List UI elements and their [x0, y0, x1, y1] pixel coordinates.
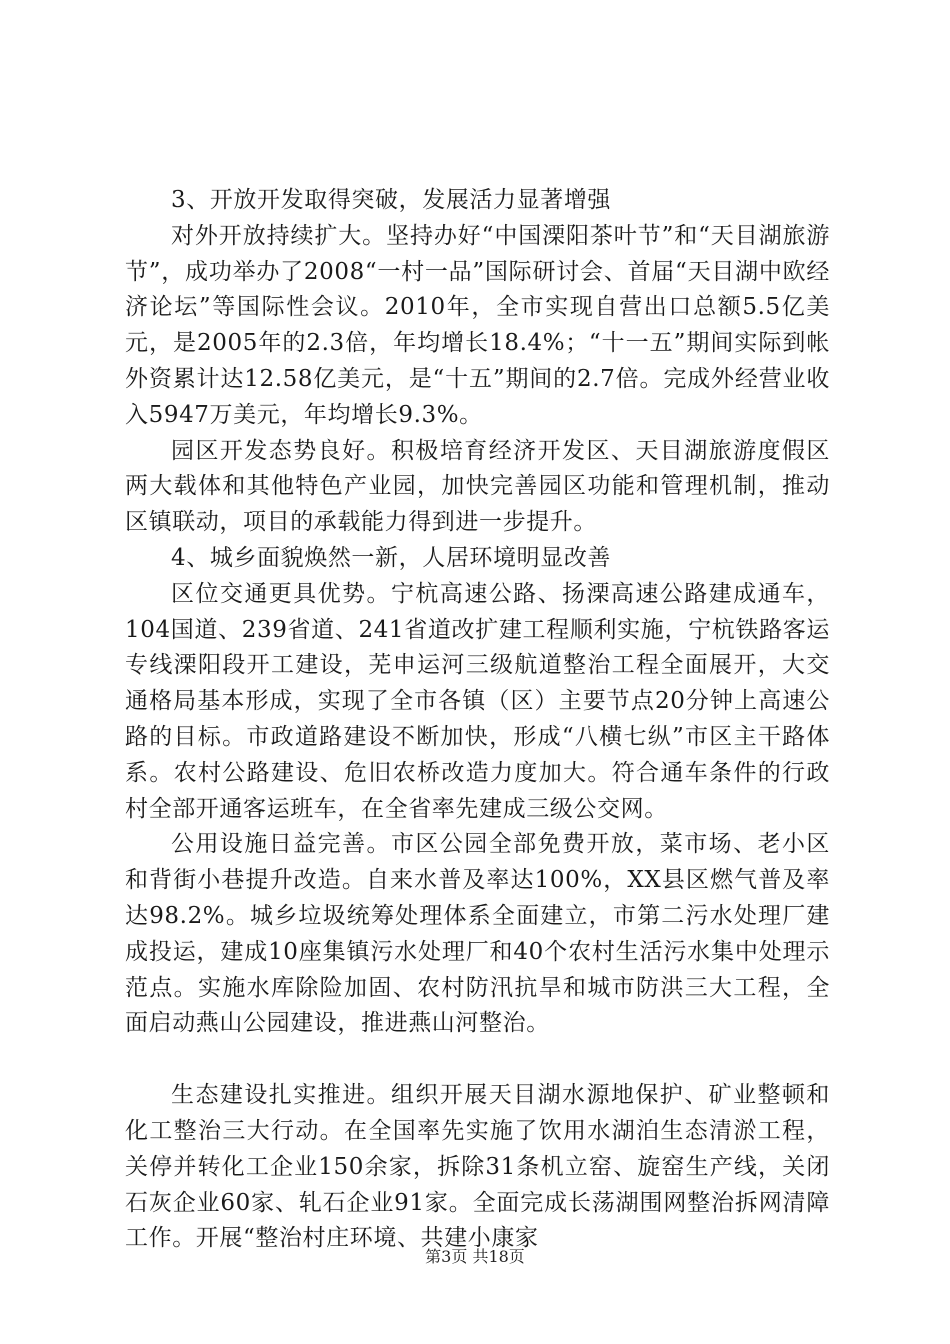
paragraph-spacer: [125, 1042, 830, 1078]
paragraph-public-facilities: 公用设施日益完善。市区公园全部免费开放，菜市场、老小区和背街小巷提升改造。自来水普及率达100%，XX县区燃气普及率达98.2%。城乡垃圾统筹处理体系全面建立，市第二污水处理厂建成投运，建成10座集镇污水处理厂和40个农村生活污水集中处理示范点。实施水库除险加固、农村防汛抗旱和城市防洪三大工程，全面启动燕山公园建设，推进燕山河整治。: [125, 831, 830, 1037]
document-body: [125, 183, 830, 1257]
paragraph-transport: 区位交通更具优势。宁杭高速公路、扬溧高速公路建成通车，104国道、239省道、241省道改扩建工程顺利实施，宁杭铁路客运专线溧阳段开工建设，芜申运河三级航道整治工程全面展开，大交通格局基本形成，实现了全市各镇（区）主要节点20分钟上高速公路的目标。市政道路建设不断加快，形成“八横七纵”市区主干路体系。农村公路建设、危旧农桥改造力度加大。符合通车条件的行政村全部开通客运班车，在全省率先建成三级公交网。: [125, 580, 830, 822]
section-heading-4: 4、城乡面貌焕然一新，人居环境明显改善: [171, 544, 612, 571]
paragraph-opening-up: 对外开放持续扩大。坚持办好“中国溧阳茶叶节”和“天目湖旅游节”，成功举办了2008“一村一品”国际研讨会、首届“天目湖中欧经济论坛”等国际性会议。2010年，全市实现自营出口总额5.5亿美元，是2005年的2.3倍，年均增长18.4%；“十一五”期间实际到帐外资累计达12.58亿美元，是“十五”期间的2.7倍。完成外经营业收入5947万美元，年均增长9.3%。: [125, 222, 830, 428]
section-heading-3: 3、开放开发取得突破，发展活力显著增强: [171, 187, 612, 213]
page-number-footer: 第3页 共18页: [425, 1247, 525, 1266]
paragraph-ecology: 生态建设扎实推进。组织开展天目湖水源地保护、矿业整顿和化工整治三大行动。在全国率先实施了饮用水湖泊生态清淤工程，关停并转化工企业150余家，拆除31条机立窑、旋窑生产线，关闭石灰企业60家、轧石企业91家。全面完成长荡湖围网整治拆网清障工作。开展“整治村庄环境、共建小康家: [125, 1082, 830, 1252]
paragraph-park-development: 园区开发态势良好。积极培育经济开发区、天目湖旅游度假区两大载体和其他特色产业园，加快完善园区功能和管理机制，推动区镇联动，项目的承载能力得到进一步提升。: [125, 437, 830, 536]
